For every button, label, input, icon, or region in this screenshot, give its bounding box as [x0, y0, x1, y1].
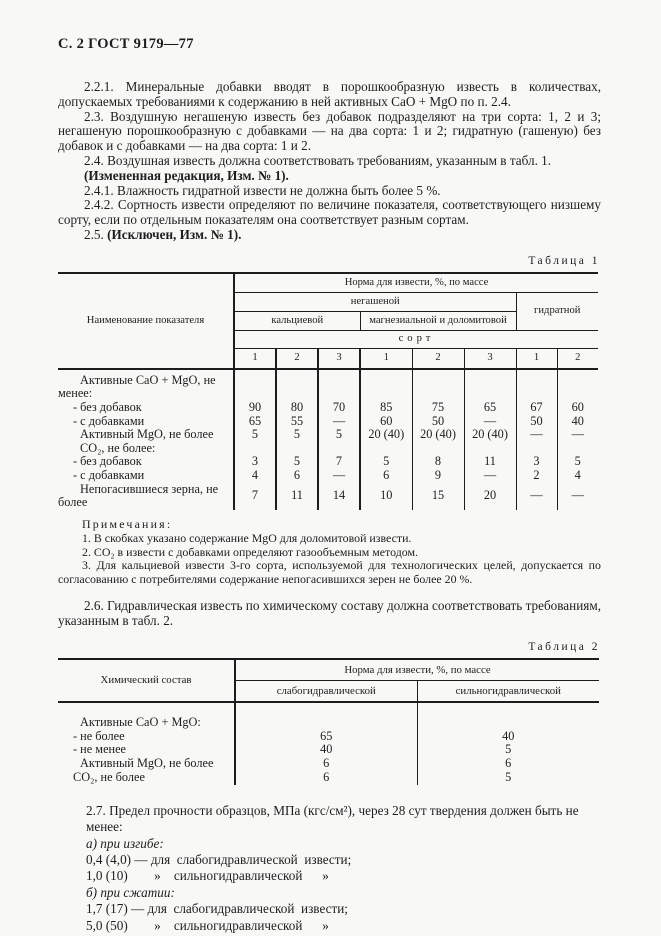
table-row [58, 401, 598, 415]
table-row [58, 730, 599, 744]
value-cell [417, 702, 599, 730]
value-cell: 40 [571, 413, 584, 428]
value-cell: 7 [234, 483, 276, 510]
table2-strong-hydraulic-header: сильногидравлической [417, 680, 599, 702]
value-cell: 20 (40) [360, 428, 412, 442]
table1-grade-header: 2 [412, 348, 464, 369]
value-cell: 5 [276, 455, 318, 469]
value-cell: 10 [360, 483, 412, 510]
strength-line: 1,0 (10) » сильногидравлической » [86, 868, 329, 884]
value-cell: 3 [234, 455, 276, 469]
value-cell [412, 369, 464, 401]
table2-header-row [58, 659, 599, 681]
paragraph-2-6: 2.6. Гидравлическая известь по химическому составу должна соответствовать требованиям, указанным в табл. 2. [58, 598, 601, 629]
table1-norm-header: Норма для извести, %, по массе [234, 273, 598, 293]
value-cell: 85 [360, 401, 412, 415]
row-label: - с добавками [58, 415, 234, 429]
value-cell: 15 [412, 483, 464, 510]
value-cell: 6 [505, 756, 512, 771]
value-cell: 80 [276, 401, 318, 415]
paragraph-2-3: 2.3. Воздушную негашеную известь без добавок подразделяют на три сорта: 1, 2 и 3; негашеную порошкообразную с добавками — на два сорта: 1 и 2; гидратную (гашеную) без добавок и с добавками — на два сорта: 1 и 2. [58, 108, 601, 154]
row-label: Активный MgO, не более [58, 757, 235, 771]
value-cell: 3 [516, 455, 557, 469]
value-cell: 11 [464, 455, 516, 469]
value-cell: — [318, 469, 360, 483]
value-cell: 5 [505, 742, 512, 757]
note-item: 1. В скобках указано содержание MgO для доломитовой извести. [82, 530, 412, 545]
value-cell: 4 [234, 469, 276, 483]
value-cell: 5 [234, 428, 276, 442]
value-cell: 65 [464, 401, 516, 415]
strength-line: 5,0 (50) » сильногидравлической » [86, 917, 329, 933]
row-label: - без добавок [58, 455, 234, 469]
table1-hydrated-header: гидратной [516, 292, 598, 330]
table1-grade-header: 3 [464, 348, 516, 369]
table1-grade-header: 1 [360, 348, 412, 369]
table2-norm-header: Норма для извести, %, по массе [235, 659, 599, 681]
value-cell: 8 [412, 455, 464, 469]
value-cell [234, 442, 276, 456]
value-cell: 70 [318, 401, 360, 415]
table-row [58, 469, 598, 483]
value-cell [360, 442, 412, 456]
value-cell [235, 702, 417, 730]
table1 [58, 272, 598, 510]
value-cell [412, 442, 464, 456]
paragraph-2-5-number: 2.5. [84, 226, 108, 242]
value-cell [318, 369, 360, 401]
table-row [58, 442, 598, 456]
value-cell: 20 (40) [464, 428, 516, 442]
table1-grade-header: 1 [234, 348, 276, 369]
table1-calcium-header: кальциевой [234, 311, 360, 330]
row-label: Активные CaO + MgO: [58, 702, 235, 730]
value-cell: 65 [235, 730, 417, 744]
value-cell: 5 [360, 455, 412, 469]
value-cell: 7 [318, 455, 360, 469]
table-row [58, 771, 599, 785]
row-label: CO₂, не более: [58, 442, 234, 456]
paragraph-2-4-2: 2.4.2. Сортность извести определяют по величине показателя, соответствующего низшему сорту, если по отдельным показателям она соответствует разным сортам. [58, 197, 601, 228]
paragraph-2-4-amendment: (Измененная редакция, Изм. № 1). [84, 167, 289, 183]
value-cell [276, 442, 318, 456]
value-cell: 4 [574, 467, 581, 482]
table-row [58, 369, 598, 401]
value-cell: 60 [360, 415, 412, 429]
table1-grade-header: 2 [276, 348, 318, 369]
table2-caption: Таблица 2 [528, 640, 600, 653]
strength-line: 1,7 (17) — для слабогидравлической извести; [86, 901, 348, 917]
value-cell [360, 369, 412, 401]
table-row [58, 743, 599, 757]
note-item: 3. Для кальциевой извести 3-го сорта, используемой для технологических целей, допускается по согласованию с потребителями содержание непогасившихся зерен не более 20 %. [58, 558, 601, 587]
value-cell [464, 369, 516, 401]
value-cell: 5 [276, 428, 318, 442]
value-cell: — [571, 488, 584, 503]
item-a-bending: а) при изгибе: [86, 835, 164, 851]
value-cell: 20 [464, 483, 516, 510]
value-cell: — [318, 415, 360, 429]
paragraph-2-7-intro: 2.7. Предел прочности образцов, МПа (кгс/см²), через 28 сут твердения должен быть не менее: [86, 802, 579, 835]
value-cell: — [464, 415, 516, 429]
value-cell: 6 [276, 469, 318, 483]
table-row [58, 483, 598, 510]
table-row [58, 702, 599, 730]
value-cell: 67 [516, 401, 557, 415]
row-label: - не менее [58, 743, 235, 757]
value-cell: 14 [318, 483, 360, 510]
value-cell: 50 [412, 415, 464, 429]
table1-caption: Таблица 1 [528, 254, 600, 267]
value-cell: 75 [412, 401, 464, 415]
strength-line: 0,4 (4,0) — для слабогидравлической извести; [86, 852, 352, 868]
page-header: С. 2 ГОСТ 9179—77 [58, 36, 194, 52]
table1-grade-header: 1 [516, 348, 557, 369]
table1-name-column-header: Наименование показателя [58, 273, 234, 369]
note-item: 2. CO₂ в извести с добавками определяют газообъемным методом. [82, 544, 418, 559]
table1-unslaked-header: негашеной [234, 292, 516, 311]
value-cell: 6 [360, 469, 412, 483]
value-cell: 90 [234, 401, 276, 415]
value-cell: 55 [276, 415, 318, 429]
row-label: - не более [58, 730, 235, 744]
value-cell: 2 [516, 469, 557, 483]
section-2-7 [86, 803, 601, 934]
item-b-compression: б) при сжатии: [86, 884, 175, 900]
paragraph-2-4: 2.4. Воздушная известь должна соответствовать требованиям, указанным в табл. 1. [84, 152, 552, 168]
value-cell: 6 [235, 771, 417, 785]
row-label: - без добавок [58, 401, 234, 415]
table-row [58, 415, 598, 429]
row-label: Активные CaO + MgO, не менее: [58, 369, 234, 401]
value-cell: 9 [412, 469, 464, 483]
value-cell: 5 [574, 454, 581, 469]
value-cell: 5 [318, 428, 360, 442]
table2-weak-hydraulic-header: слабогидравлической [235, 680, 417, 702]
table1-notes [58, 518, 601, 588]
row-label: CO₂, не более [58, 771, 235, 785]
value-cell: 5 [505, 770, 512, 785]
table-row [58, 757, 599, 771]
value-cell [464, 442, 516, 456]
table1-grade-header: 3 [318, 348, 360, 369]
value-cell [557, 369, 598, 401]
notes-title: Примечания: [82, 516, 173, 531]
value-cell: 6 [235, 757, 417, 771]
value-cell: — [516, 428, 557, 442]
value-cell: 11 [276, 483, 318, 510]
table1-magnesian-header: магнезиальной и доломитовой [360, 311, 516, 330]
value-cell: — [516, 483, 557, 510]
value-cell: 40 [235, 743, 417, 757]
table2-name-column-header: Химический состав [58, 659, 235, 702]
table-row [58, 455, 598, 469]
value-cell: — [571, 427, 584, 442]
value-cell: 50 [516, 415, 557, 429]
paragraph-2-5 [58, 228, 601, 243]
value-cell: 20 (40) [412, 428, 464, 442]
row-label: - с добавками [58, 469, 234, 483]
paragraph-2-2-1: 2.2.1. Минеральные добавки вводят в порошкообразную известь в количествах, допускаемых требованиями к содержанию в ней активных CaO + MgO по п. 2.4. [58, 79, 601, 109]
value-cell: 65 [234, 415, 276, 429]
value-cell: — [464, 469, 516, 483]
paragraph-2-4-1: 2.4.1. Влажность гидратной извести не должна быть более 5 %. [84, 182, 441, 198]
table1-header-row [58, 273, 598, 293]
value-cell [276, 369, 318, 401]
value-cell [516, 442, 557, 456]
table2 [58, 658, 599, 785]
table-row [58, 428, 598, 442]
row-label: Активный MgO, не более [58, 428, 234, 442]
value-cell: 60 [571, 399, 584, 414]
value-cell [318, 442, 360, 456]
table1-grade-header: 2 [557, 348, 598, 369]
value-cell [557, 442, 598, 456]
paragraph-2-5-excluded: (Исключен, Изм. № 1). [107, 226, 242, 242]
table1-sort-header: сорт [234, 330, 598, 348]
value-cell: 40 [502, 728, 515, 743]
value-cell [516, 369, 557, 401]
row-label: Непогасившиеся зерна, не более [58, 483, 234, 510]
value-cell [234, 369, 276, 401]
